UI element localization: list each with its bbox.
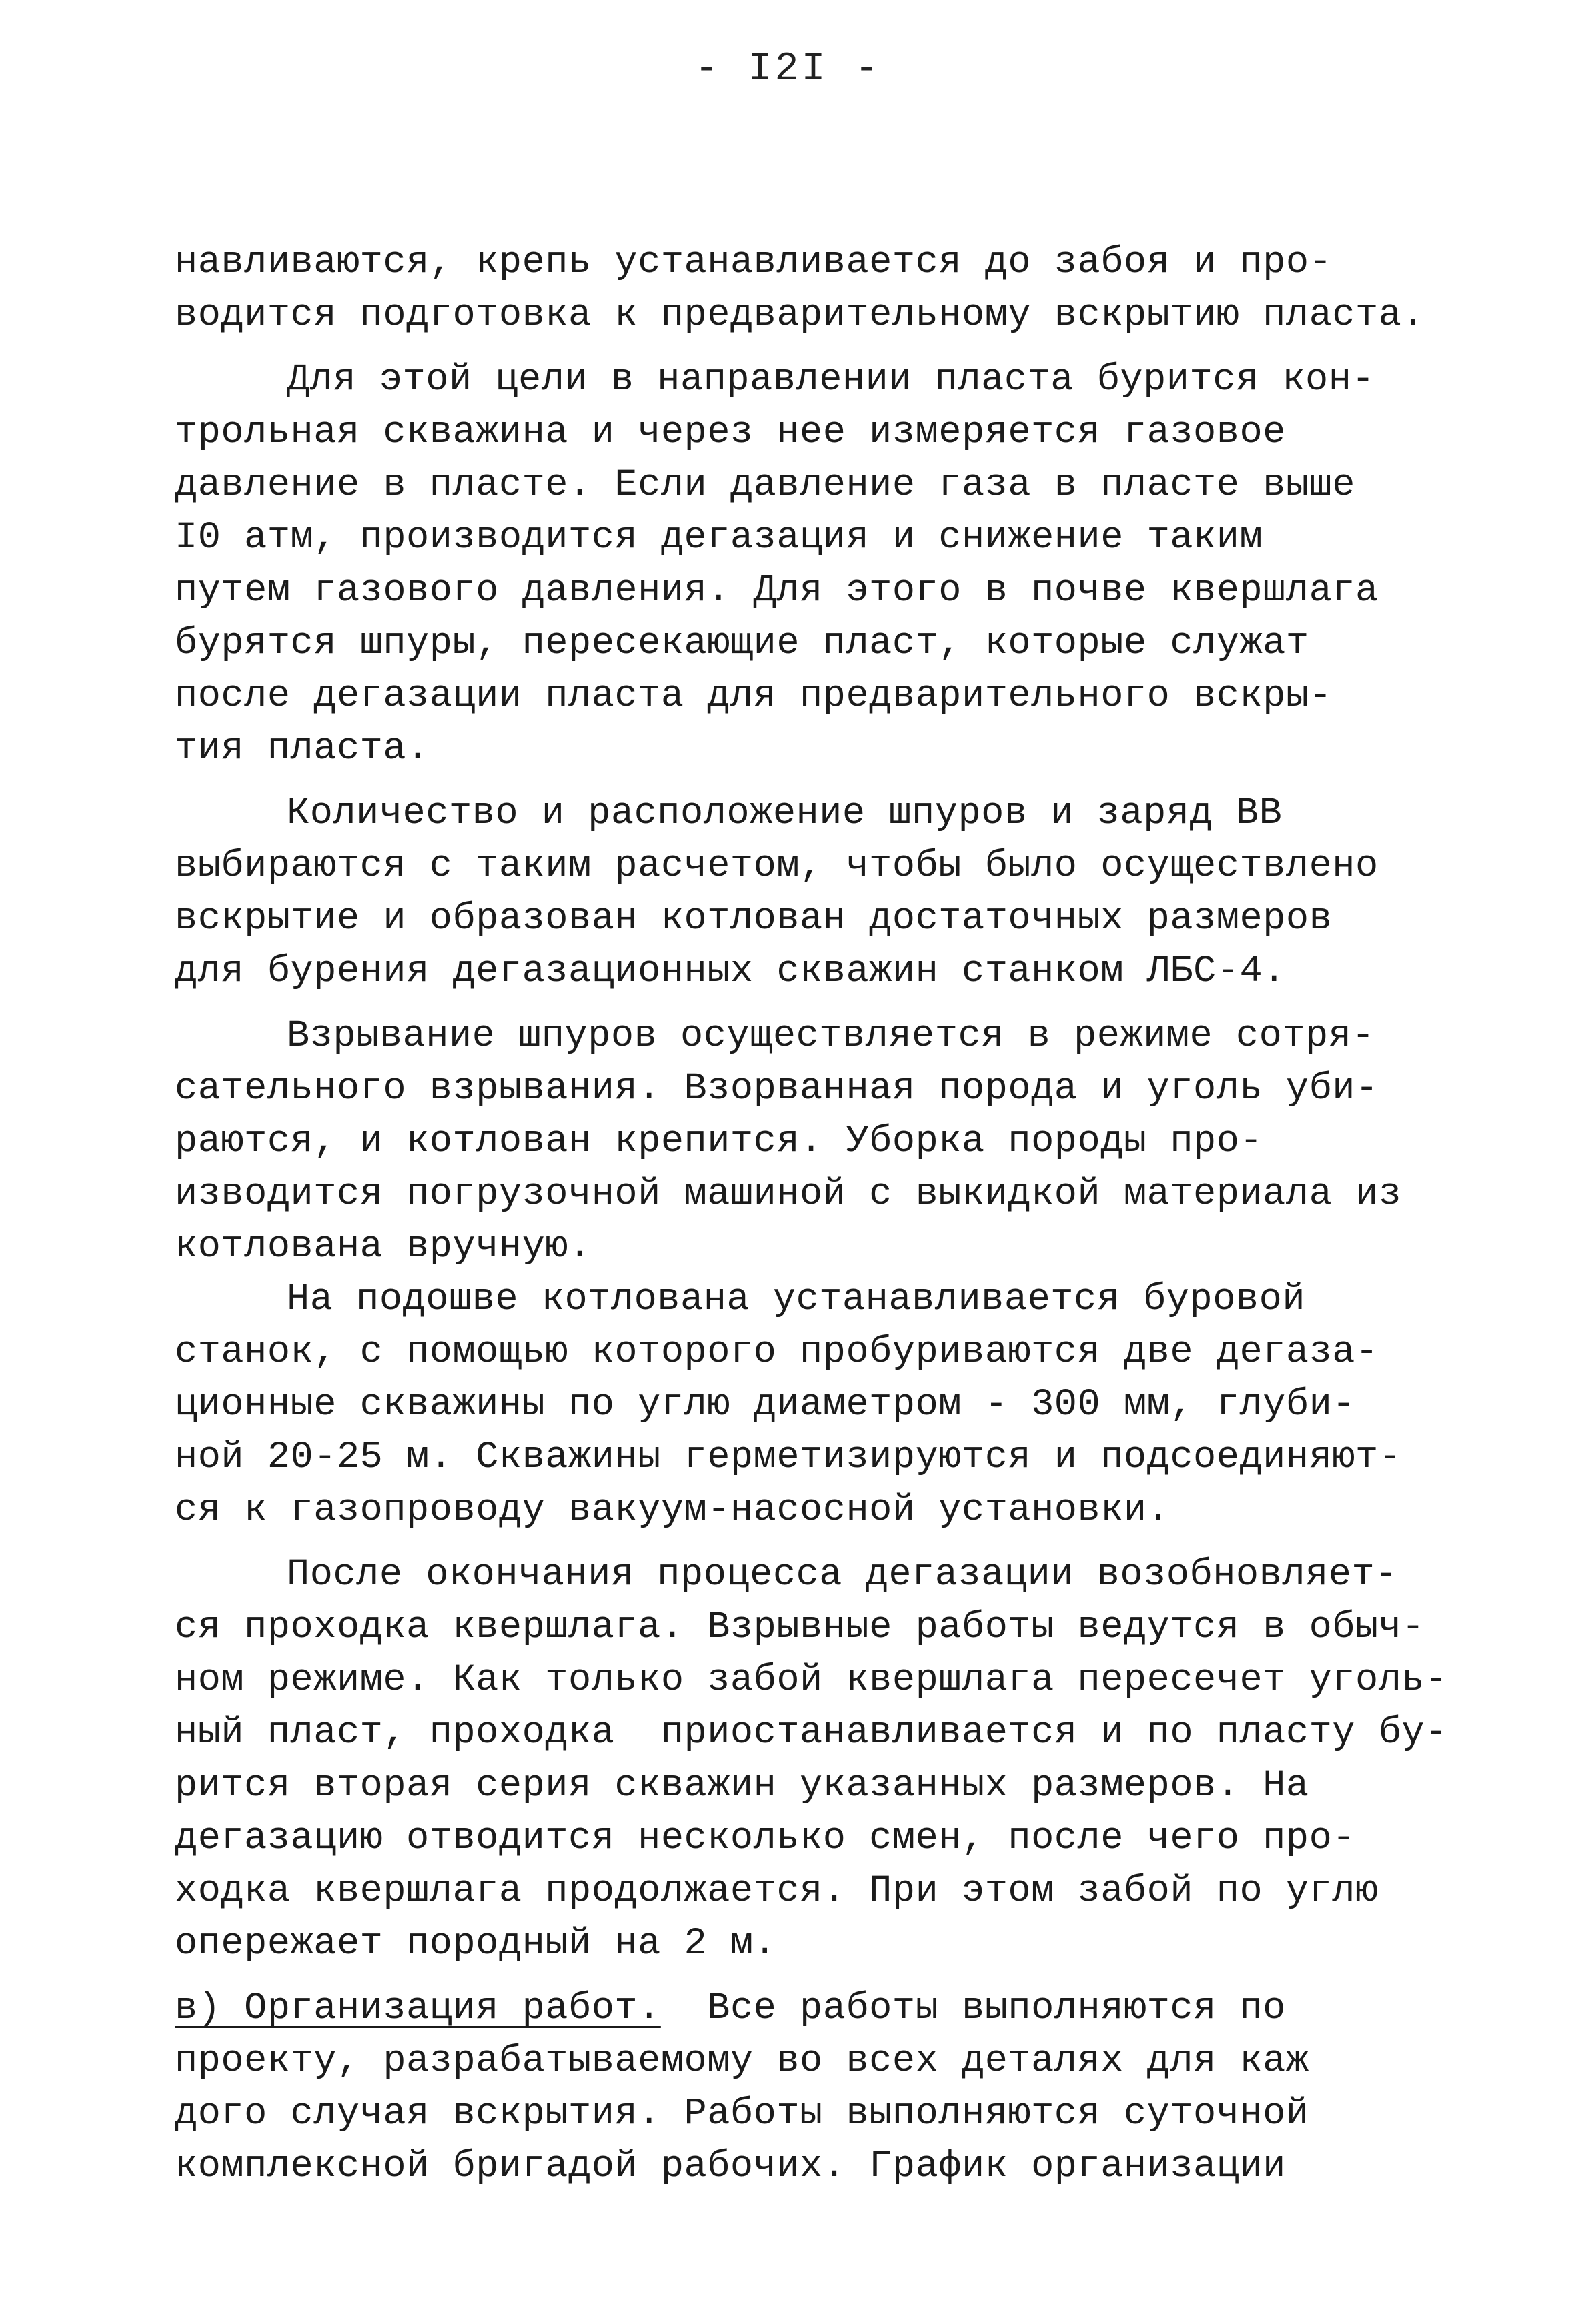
text-line: путем газового давления. Для этого в почве квершлага — [175, 569, 1379, 612]
body-text — [175, 237, 1448, 2193]
text-line: рится вторая серия скважин указанных размеров. На — [175, 1765, 1309, 1807]
paragraph — [175, 354, 1442, 776]
text-line — [175, 1983, 1442, 2035]
paragraph — [175, 1983, 1442, 2193]
text-line: водится подготовка к предварительному вскрытию пласта. — [175, 294, 1425, 337]
paragraph — [175, 788, 1442, 998]
text-line: Количество и расположение шпуров и заряд ВВ — [287, 792, 1283, 835]
paragraph — [175, 1274, 1442, 1537]
text-line: котлована вручную. — [175, 1226, 592, 1268]
text-line: После окончания процесса дегазации возобновляет- — [287, 1554, 1398, 1596]
text-line: вскрытие и образован котлован достаточных размеров — [175, 898, 1333, 940]
page-number: - I2I - — [694, 47, 882, 92]
text-line: после дегазации пласта для предварительного вскры- — [175, 675, 1333, 718]
text-line: Взрывание шпуров осуществляется в режиме сотря- — [287, 1015, 1375, 1058]
text-line: бурятся шпуры, пересекающие пласт, которые служат — [175, 622, 1309, 665]
text-line: изводится погрузочной машиной с выкидкой материала из — [175, 1173, 1402, 1216]
text-line: На подошве котлована устанавливается буровой — [287, 1278, 1306, 1321]
section-heading: в) Организация работ. — [175, 1987, 661, 2030]
text-line: ном режиме. Как только забой квершлага пересечет уголь- — [175, 1659, 1448, 1702]
text-line: опережает породный на 2 м. — [175, 1923, 777, 1965]
text-line: ной 20-25 м. Скважины герметизируются и подсоединяют- — [175, 1436, 1402, 1479]
text-line: проекту, разрабатываемому во всех деталях для каж — [175, 2040, 1309, 2083]
text-line: ный пласт, проходка приостанавливается и по пласту бу- — [175, 1712, 1448, 1755]
text-line-rest: Все работы выполняются по — [660, 1987, 1286, 2030]
text-line: ся проходка квершлага. Взрывные работы ведутся в обыч- — [175, 1606, 1425, 1649]
text-line: для бурения дегазационных скважин станком ЛБС-4. — [175, 950, 1286, 993]
text-line: тия пласта. — [175, 728, 430, 770]
paragraph — [175, 237, 1442, 342]
text-line: ционные скважины по углю диаметром - 300 мм, глуби- — [175, 1384, 1355, 1426]
text-line: I0 атм, производится дегазация и снижение таким — [175, 517, 1263, 559]
text-line: сательного взрывания. Взорванная порода и уголь уби- — [175, 1068, 1379, 1110]
text-line: дегазацию отводится несколько смен, после чего про- — [175, 1817, 1355, 1860]
paragraph — [175, 1549, 1448, 1971]
text-line: давление в пласте. Если давление газа в пласте выше — [175, 464, 1355, 507]
paragraph — [175, 1010, 1442, 1274]
text-line: ходка квершлага продолжается. При этом забой по углю — [175, 1870, 1379, 1913]
text-line: ся к газопроводу вакуум-насосной установки. — [175, 1489, 1170, 1532]
text-line: навливаются, крепь устанавливается до забоя и про- — [175, 241, 1333, 284]
text-line: комплексной бригадой рабочих. График организации — [175, 2145, 1286, 2188]
text-line: выбираются с таким расчетом, чтобы было осуществлено — [175, 845, 1379, 888]
text-line: станок, с помощью которого пробуриваются две дегаза- — [175, 1331, 1379, 1374]
text-line: Для этой цели в направлении пласта бурится кон- — [287, 359, 1375, 401]
text-line: дого случая вскрытия. Работы выполняются суточной — [175, 2093, 1309, 2135]
text-line: раются, и котлован крепится. Уборка породы про- — [175, 1120, 1263, 1163]
text-line: трольная скважина и через нее измеряется газовое — [175, 411, 1286, 454]
